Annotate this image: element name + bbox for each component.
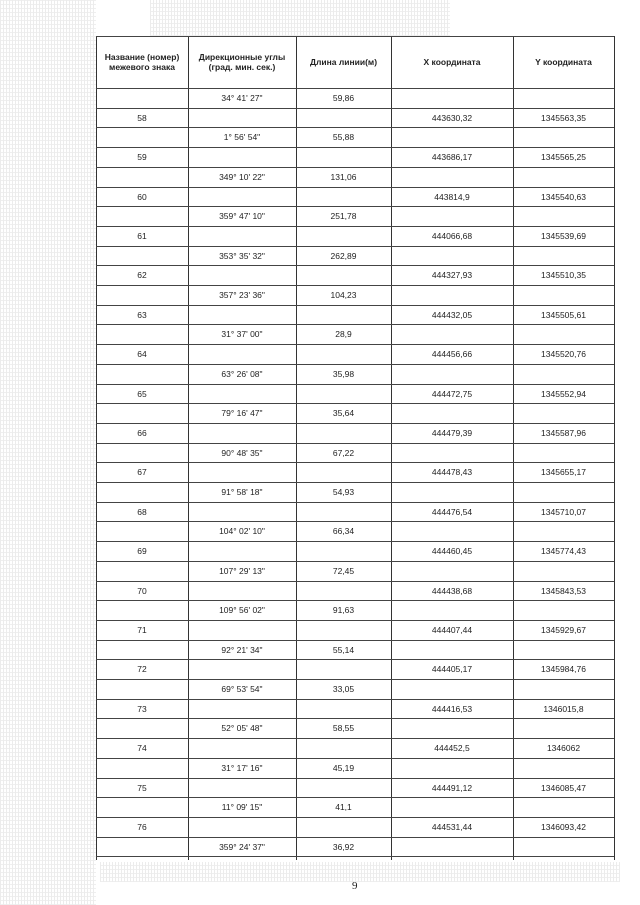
row-divider xyxy=(96,187,614,188)
y-coordinate-cell: 1345539,69 xyxy=(541,230,586,241)
mark-name-cell: 59 xyxy=(137,152,147,163)
row-divider xyxy=(96,718,614,719)
line-length-cell: 55,14 xyxy=(332,644,355,655)
mark-name-cell: 60 xyxy=(137,191,147,202)
y-coordinate-cell: 1345710,07 xyxy=(541,506,586,517)
x-coordinate-cell: 444478,43 xyxy=(431,467,473,478)
row-divider xyxy=(96,738,614,739)
y-coordinate-cell: 1345505,61 xyxy=(541,309,586,320)
x-coordinate-cell: 443630,32 xyxy=(431,112,473,123)
row-divider xyxy=(96,856,614,857)
mark-name-cell: 65 xyxy=(137,388,147,399)
header-mark-name: Название (номер) межевого знака xyxy=(104,52,180,72)
mark-name-cell: 70 xyxy=(137,585,147,596)
header-x-coordinate: X координата xyxy=(423,57,481,67)
coordinates-table xyxy=(96,36,614,860)
direction-angle-cell: 31° 17' 16" xyxy=(221,762,263,773)
y-coordinate-cell: 1345774,43 xyxy=(541,546,586,557)
mark-name-cell: 68 xyxy=(137,506,147,517)
row-divider xyxy=(96,581,614,582)
mark-name-cell: 66 xyxy=(137,427,147,438)
x-coordinate-cell: 444460,45 xyxy=(431,546,473,557)
row-divider xyxy=(96,423,614,424)
row-divider xyxy=(96,758,614,759)
scan-noise xyxy=(100,862,620,882)
row-divider xyxy=(96,364,614,365)
row-divider xyxy=(96,482,614,483)
x-coordinate-cell: 444327,93 xyxy=(431,270,473,281)
direction-angle-cell: 1° 56' 54" xyxy=(223,132,261,143)
y-coordinate-cell: 1345563,35 xyxy=(541,112,586,123)
line-length-cell: 58,55 xyxy=(332,723,355,734)
direction-angle-cell: 92° 21' 34" xyxy=(221,644,263,655)
row-divider xyxy=(96,265,614,266)
row-divider xyxy=(96,817,614,818)
x-coordinate-cell: 443686,17 xyxy=(431,152,473,163)
direction-angle-cell: 357° 23' 36" xyxy=(219,290,265,300)
mark-name-cell: 67 xyxy=(137,467,147,478)
line-length-cell: 36,92 xyxy=(332,841,355,852)
y-coordinate-cell: 1346085,47 xyxy=(541,782,586,793)
row-divider xyxy=(96,837,614,838)
direction-angle-cell: 109° 56' 02" xyxy=(219,605,265,616)
row-divider xyxy=(96,561,614,562)
mark-name-cell: 72 xyxy=(137,664,147,675)
mark-name-cell: 69 xyxy=(137,546,147,557)
direction-angle-cell: 31° 37' 00" xyxy=(221,329,263,340)
line-length-cell: 28,9 xyxy=(335,329,352,340)
row-divider xyxy=(96,226,614,227)
line-length-cell: 54,93 xyxy=(332,487,355,497)
x-coordinate-cell: 444476,54 xyxy=(431,506,473,517)
x-coordinate-cell: 444405,17 xyxy=(431,664,473,675)
row-divider xyxy=(96,246,614,247)
row-divider xyxy=(96,285,614,286)
y-coordinate-cell: 1345552,94 xyxy=(541,388,586,399)
y-coordinate-cell: 1346093,42 xyxy=(541,821,586,832)
row-divider xyxy=(96,640,614,641)
row-divider xyxy=(96,324,614,325)
direction-angle-cell: 107° 29' 13" xyxy=(219,565,265,576)
y-coordinate-cell: 1345984,76 xyxy=(541,664,586,675)
x-coordinate-cell: 444438,68 xyxy=(431,585,473,596)
direction-angle-cell: 79° 16' 47" xyxy=(221,408,263,419)
y-coordinate-cell: 1345587,96 xyxy=(541,427,586,438)
row-divider xyxy=(96,699,614,700)
line-length-cell: 262,89 xyxy=(330,250,357,261)
header-direction-angle: Дирекционные углы (град. мин. сек.) xyxy=(198,52,286,72)
mark-name-cell: 73 xyxy=(137,703,147,714)
line-length-cell: 72,45 xyxy=(332,565,355,576)
row-divider xyxy=(96,305,614,306)
direction-angle-cell: 34° 41' 27" xyxy=(221,93,263,103)
line-length-cell: 35,98 xyxy=(332,368,355,379)
column-divider xyxy=(614,36,615,860)
row-divider xyxy=(96,147,614,148)
direction-angle-cell: 52° 05' 48" xyxy=(221,723,263,734)
direction-angle-cell: 63° 26' 08" xyxy=(221,368,263,379)
mark-name-cell: 64 xyxy=(137,349,147,360)
line-length-cell: 33,05 xyxy=(332,684,355,694)
header-y-coordinate: Y координата xyxy=(535,57,592,67)
line-length-cell: 251,78 xyxy=(330,211,357,222)
x-coordinate-cell: 444407,44 xyxy=(431,624,473,635)
row-divider xyxy=(96,679,614,680)
row-divider xyxy=(96,778,614,779)
line-length-cell: 91,63 xyxy=(332,605,355,616)
row-divider xyxy=(96,127,614,128)
direction-angle-cell: 69° 53' 54" xyxy=(221,684,263,694)
row-divider xyxy=(96,600,614,601)
y-coordinate-cell: 1346015,8 xyxy=(543,703,584,714)
direction-angle-cell: 91° 58' 18" xyxy=(221,487,263,497)
mark-name-cell: 62 xyxy=(137,270,147,281)
direction-angle-cell: 11° 09' 15" xyxy=(221,802,263,813)
scan-noise xyxy=(150,0,450,36)
mark-name-cell: 71 xyxy=(137,624,147,635)
row-divider xyxy=(96,521,614,522)
y-coordinate-cell: 1345655,17 xyxy=(541,467,586,478)
header-line-length: Длина линии(м) xyxy=(309,57,378,67)
row-divider xyxy=(96,620,614,621)
line-length-cell: 67,22 xyxy=(332,447,355,458)
row-divider xyxy=(96,206,614,207)
y-coordinate-cell: 1345510,35 xyxy=(541,270,586,281)
y-coordinate-cell: 1345929,67 xyxy=(541,624,586,635)
mark-name-cell: 75 xyxy=(137,782,147,793)
line-length-cell: 59,86 xyxy=(332,93,355,103)
row-divider xyxy=(96,384,614,385)
line-length-cell: 35,64 xyxy=(332,408,355,419)
x-coordinate-cell: 444491,12 xyxy=(431,782,473,793)
line-length-cell: 66,34 xyxy=(332,526,355,537)
direction-angle-cell: 359° 24' 37" xyxy=(219,841,265,852)
y-coordinate-cell: 1345540,63 xyxy=(541,191,586,202)
row-divider xyxy=(96,443,614,444)
mark-name-cell: 61 xyxy=(137,230,147,241)
scan-noise xyxy=(0,0,96,905)
page-number: 9 xyxy=(352,880,358,892)
mark-name-cell: 58 xyxy=(137,112,147,123)
direction-angle-cell: 90° 48' 35" xyxy=(221,447,263,458)
y-coordinate-cell: 1345520,76 xyxy=(541,349,586,360)
row-divider xyxy=(96,403,614,404)
mark-name-cell: 74 xyxy=(137,743,147,754)
x-coordinate-cell: 444472,75 xyxy=(431,388,473,399)
x-coordinate-cell: 444416,53 xyxy=(431,703,473,714)
line-length-cell: 55,88 xyxy=(332,132,355,143)
row-divider xyxy=(96,797,614,798)
header-divider xyxy=(96,88,614,89)
row-divider xyxy=(96,344,614,345)
row-divider xyxy=(96,167,614,168)
line-length-cell: 41,1 xyxy=(335,802,352,813)
line-length-cell: 45,19 xyxy=(332,762,355,773)
direction-angle-cell: 359° 47' 10" xyxy=(219,211,265,222)
x-coordinate-cell: 444452,5 xyxy=(434,743,470,754)
x-coordinate-cell: 444066,68 xyxy=(431,230,473,241)
x-coordinate-cell: 444432,05 xyxy=(431,309,473,320)
y-coordinate-cell: 1345565,25 xyxy=(541,152,586,163)
row-divider xyxy=(96,502,614,503)
row-divider xyxy=(96,108,614,109)
direction-angle-cell: 104° 02' 10" xyxy=(219,526,265,537)
row-divider xyxy=(96,541,614,542)
line-length-cell: 104,23 xyxy=(330,290,357,300)
direction-angle-cell: 349° 10' 22" xyxy=(219,171,265,182)
x-coordinate-cell: 444531,44 xyxy=(431,821,473,832)
line-length-cell: 131,06 xyxy=(330,171,357,182)
mark-name-cell: 63 xyxy=(137,309,147,320)
x-coordinate-cell: 443814,9 xyxy=(434,191,470,202)
y-coordinate-cell: 1346062 xyxy=(546,743,581,754)
row-divider xyxy=(96,659,614,660)
mark-name-cell: 76 xyxy=(137,821,147,832)
x-coordinate-cell: 444479,39 xyxy=(431,427,473,438)
direction-angle-cell: 353° 35' 32" xyxy=(219,250,265,261)
x-coordinate-cell: 444456,66 xyxy=(431,349,473,360)
y-coordinate-cell: 1345843,53 xyxy=(541,585,586,596)
row-divider xyxy=(96,462,614,463)
